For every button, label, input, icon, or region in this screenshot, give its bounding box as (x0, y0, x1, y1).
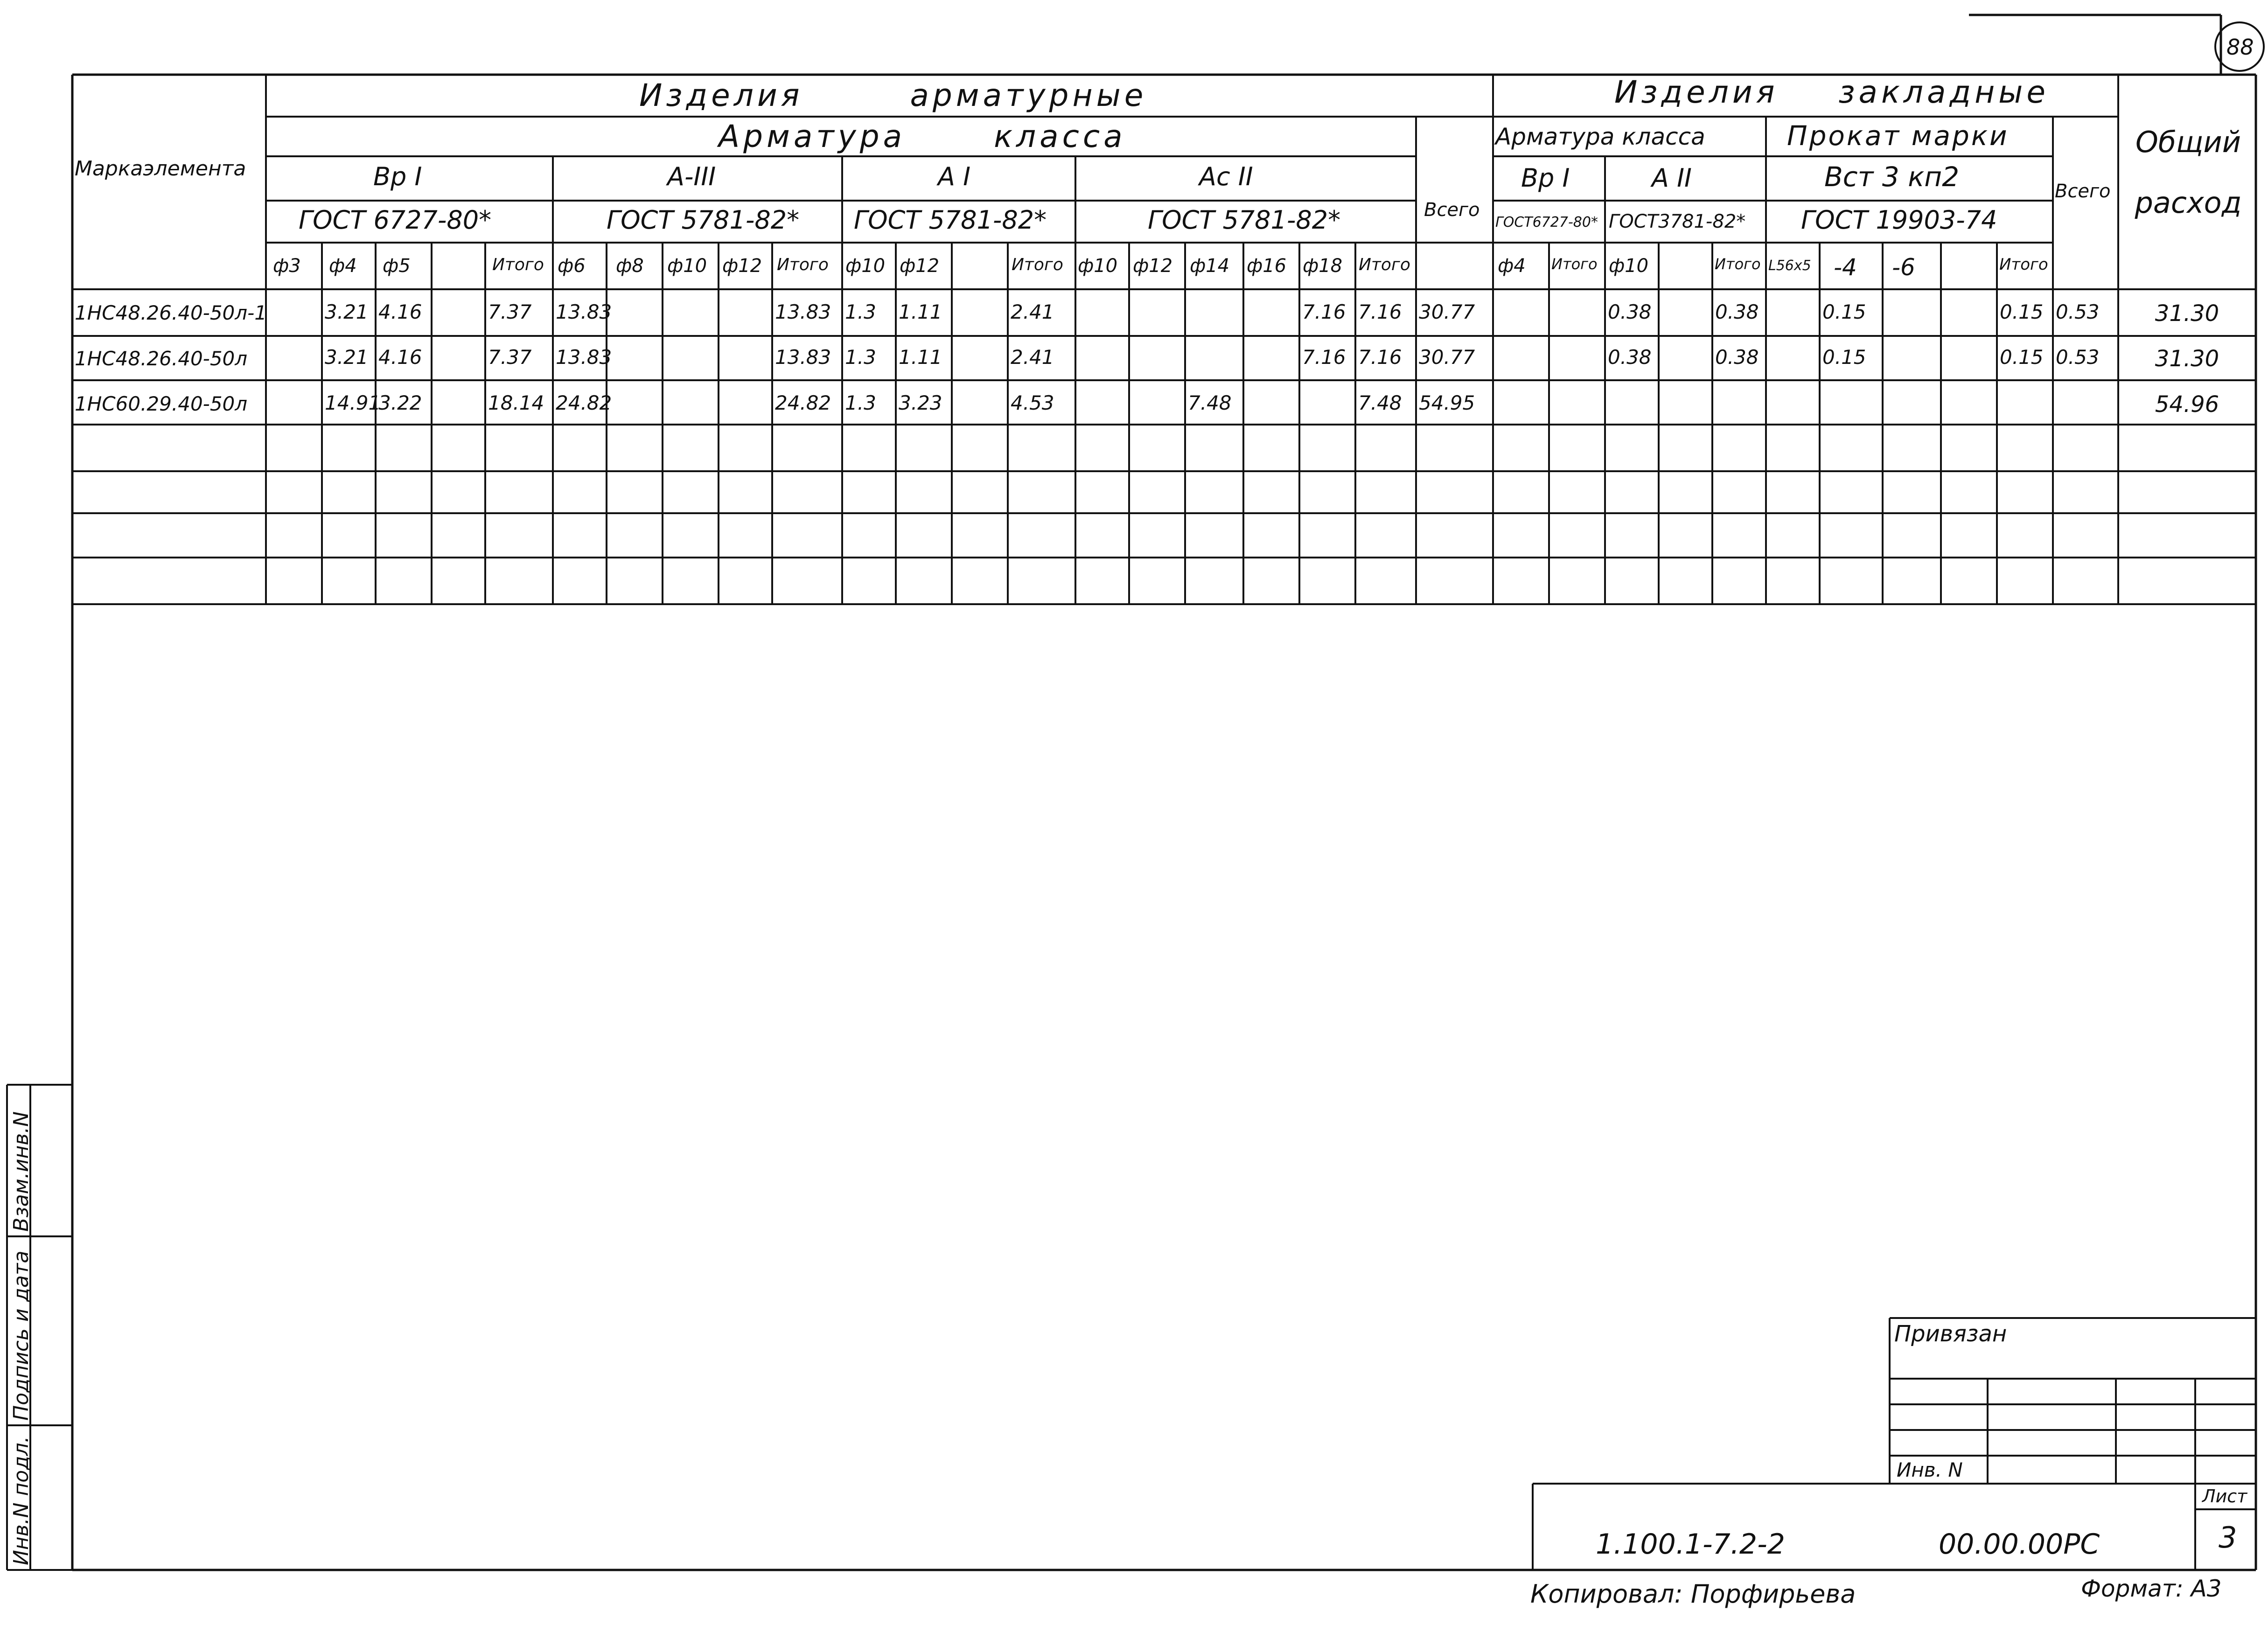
table-cell: 0.38 (1715, 346, 1759, 369)
sub-ac2-2: ф14 (1190, 255, 1230, 277)
table-cell: 1.11 (899, 300, 942, 323)
armature-class-header: Арматура класса (719, 119, 1126, 154)
prokat-gost: ГОСТ 19903-74 (1801, 205, 1997, 235)
table-cell: 0.15 (2000, 300, 2044, 323)
sub-vr1-1: ф4 (329, 255, 357, 277)
table-cell: 14.91 (325, 391, 381, 414)
row-mark: 1НС48.26.40-50л (75, 347, 248, 370)
table-cell: 4.16 (378, 346, 422, 369)
sub-prokat-4: Итого (1999, 255, 2048, 274)
sub-emb-a2-0: ф10 (1609, 255, 1649, 277)
privyazan-label: Привязан (1894, 1321, 2007, 1347)
table-cell: 30.77 (1419, 300, 1475, 323)
list-number: 3 (2219, 1520, 2237, 1555)
sub-vr1-2: ф5 (383, 255, 411, 277)
vsego-header-embedded: Всего (2055, 181, 2111, 202)
emb-vr1-gost: ГОСТ6727-80* (1495, 214, 1598, 230)
table-cell: 30.77 (1419, 346, 1475, 369)
table-cell: 1.11 (899, 346, 942, 369)
sub-emb-vr1-0: ф4 (1498, 255, 1526, 277)
table-cell: 7.16 (1358, 346, 1402, 369)
table-cell: 3.23 (899, 391, 942, 414)
table-cell: 2.41 (1011, 346, 1054, 369)
doc-code: 1.100.1-7.2-2 (1596, 1528, 1785, 1561)
sub-a3-2: ф10 (667, 255, 707, 277)
table-cell: 13.83 (556, 346, 612, 369)
emb-vr1-name: Вр I (1521, 163, 1570, 193)
table-cell: 4.16 (378, 300, 422, 323)
sub-ac2-1: ф12 (1133, 255, 1173, 277)
mark-header: Маркаэлемента (75, 157, 246, 181)
sub-prokat-0: L56x5 (1768, 258, 1811, 274)
col-vr1-gost: ГОСТ 6727-80* (299, 205, 492, 235)
col-ac2-name: Ас II (1199, 162, 1253, 191)
table-cell: 0.15 (1822, 300, 1866, 323)
sub-a3-3: ф12 (722, 255, 762, 277)
table-cell: 54.95 (1419, 391, 1475, 414)
emb-a2-gost: ГОСТ3781-82* (1609, 211, 1746, 232)
table-cell: 7.37 (488, 300, 532, 323)
table-cell: 24.82 (556, 391, 612, 414)
table-cell: 31.30 (2155, 346, 2219, 372)
vsego-header-armature: Всего (1424, 199, 1480, 221)
sub-a1-3: Итого (1012, 255, 1063, 274)
table-cell: 7.16 (1358, 300, 1402, 323)
table-cell: 4.53 (1011, 391, 1054, 414)
table-cell: 0.15 (2000, 346, 2044, 369)
sub-ac2-3: ф16 (1247, 255, 1287, 277)
sub-a1-0: ф10 (845, 255, 886, 277)
emb-class-header: Арматура класса (1495, 123, 1705, 150)
table-cell: 24.82 (775, 391, 831, 414)
table-cell: 13.83 (775, 346, 831, 369)
sub-a3-0: ф6 (558, 255, 586, 277)
sub-ac2-0: ф10 (1078, 255, 1118, 277)
table-cell: 0.53 (2056, 300, 2100, 323)
sheet-number: 88 (2226, 35, 2254, 60)
table-cell: 3.21 (325, 346, 369, 369)
table-cell: 0.15 (1822, 346, 1866, 369)
format-label: Формат: А3 (2081, 1575, 2222, 1602)
side-inv-podl: Инв.N подл. (9, 1436, 33, 1565)
sub-ac2-5: Итого (1359, 255, 1410, 274)
sub-ac2-4: ф18 (1303, 255, 1343, 277)
sub-prokat-2: -6 (1892, 254, 1915, 281)
table-cell: 3.22 (378, 391, 422, 414)
row-mark: 1НС60.29.40-50л (75, 392, 248, 415)
side-vzam-inv: Взам.инв.N (9, 1111, 33, 1232)
sub-a3-4: Итого (777, 255, 829, 274)
col-a1-name: А I (938, 162, 971, 191)
emb-a2-name: А II (1652, 163, 1692, 193)
table-cell: 0.38 (1608, 300, 1652, 323)
table-cell: 0.38 (1715, 300, 1759, 323)
row-mark: 1НС48.26.40-50л-1 (75, 301, 267, 324)
prokat-header: Прокат марки (1787, 120, 2009, 152)
list-label: Лист (2202, 1486, 2247, 1506)
col-a1-gost: ГОСТ 5781-82* (854, 205, 1047, 235)
title-embedded-products: Изделия закладные (1614, 74, 2049, 110)
col-a3-gost: ГОСТ 5781-82* (607, 205, 800, 235)
table-cell: 31.30 (2155, 300, 2219, 327)
side-podpis-data: Подпись и дата (9, 1250, 33, 1421)
copied-by: Копировал: Порфирьева (1530, 1579, 1856, 1609)
table-cell: 7.16 (1302, 346, 1346, 369)
table-cell: 18.14 (488, 391, 544, 414)
inv-no-label: Инв. N (1897, 1458, 1963, 1481)
title-armature-products: Изделия арматурные (639, 77, 1147, 113)
doc-code-2: 00.00.00РС (1939, 1528, 2100, 1561)
sub-a1-1: ф12 (900, 255, 940, 277)
sub-vr1-0: ф3 (273, 255, 301, 277)
table-cell: 13.83 (556, 300, 612, 323)
table-cell: 13.83 (775, 300, 831, 323)
table-cell: 1.3 (845, 346, 876, 369)
table-cell: 3.21 (325, 300, 369, 323)
sub-emb-a2-2: Итого (1715, 255, 1761, 273)
prokat-name: Вст 3 кп2 (1824, 161, 1960, 193)
table-cell: 1.3 (845, 391, 876, 414)
table-cell: 54.96 (2155, 391, 2219, 418)
col-ac2-gost: ГОСТ 5781-82* (1148, 205, 1341, 235)
table-cell: 7.37 (488, 346, 532, 369)
table-cell: 2.41 (1011, 300, 1054, 323)
table-cell: 7.48 (1188, 391, 1232, 414)
sub-prokat-1: -4 (1834, 254, 1857, 281)
col-vr1-name: Вр I (373, 162, 422, 191)
col-a3-name: А-III (667, 162, 716, 191)
sub-a3-1: ф8 (616, 255, 644, 277)
table-cell: 0.53 (2056, 346, 2100, 369)
sub-emb-vr1-1: Итого (1551, 255, 1598, 273)
total-consumption-header: Общий расход (2135, 125, 2242, 220)
table-cell: 7.16 (1302, 300, 1346, 323)
sub-vr1-4: Итого (492, 255, 544, 274)
table-cell: 1.3 (845, 300, 876, 323)
table-cell: 0.38 (1608, 346, 1652, 369)
table-cell: 7.48 (1358, 391, 1402, 414)
